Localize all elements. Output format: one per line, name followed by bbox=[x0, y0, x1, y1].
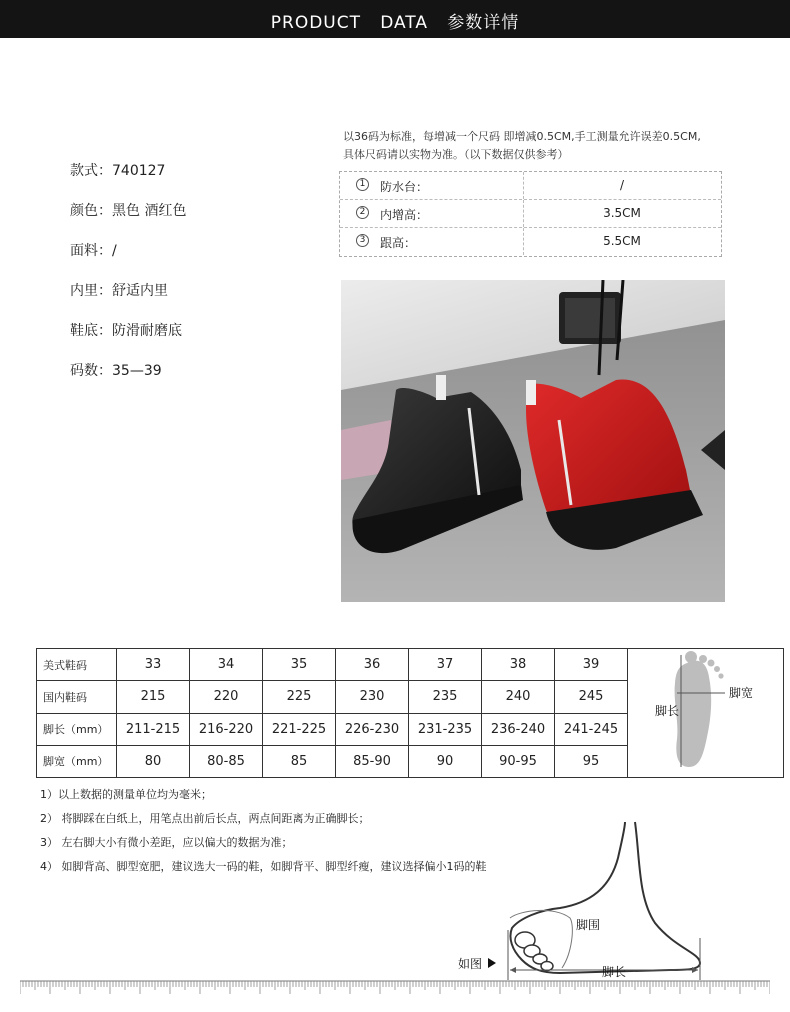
spec-label: 内里： bbox=[70, 283, 112, 299]
spec-material bbox=[70, 240, 186, 280]
foot-measure-diagram bbox=[450, 818, 750, 986]
length-label: 脚长 bbox=[602, 965, 627, 979]
table-cell: 221-225 bbox=[263, 713, 336, 745]
table-cell: 80-85 bbox=[190, 745, 263, 777]
header-title: PRODUCT DATA 参数详情 bbox=[270, 13, 520, 33]
table-cell: 236-240 bbox=[482, 713, 555, 745]
note-line-1: 以36码为标准，每增减一个尺码 即增减0.5CM,手工测量允许误差0.5CM, bbox=[343, 130, 701, 143]
foot-side-icon bbox=[450, 818, 750, 986]
triangle-right-icon bbox=[488, 958, 496, 968]
page-header bbox=[0, 0, 790, 38]
spec-list bbox=[70, 160, 186, 400]
table-cell: 39 bbox=[555, 649, 628, 681]
table-cell: 90 bbox=[409, 745, 482, 777]
spec-lining bbox=[70, 280, 186, 320]
spec-label: 鞋底： bbox=[70, 323, 112, 339]
detail-value: / bbox=[619, 178, 625, 192]
table-cell: 240 bbox=[482, 681, 555, 713]
row-header: 脚宽（mm） bbox=[37, 745, 117, 777]
table-cell: 90-95 bbox=[482, 745, 555, 777]
table-cell: 85 bbox=[263, 745, 336, 777]
spec-sole bbox=[70, 320, 186, 360]
table-cell: 245 bbox=[555, 681, 628, 713]
detail-value: 3.5CM bbox=[603, 206, 641, 220]
detail-row bbox=[340, 172, 721, 200]
table-cell: 85-90 bbox=[336, 745, 409, 777]
size-note bbox=[343, 128, 743, 164]
table-cell: 37 bbox=[409, 649, 482, 681]
table-cell: 34 bbox=[190, 649, 263, 681]
product-photo bbox=[341, 280, 725, 602]
table-cell: 95 bbox=[555, 745, 628, 777]
table-cell: 216-220 bbox=[190, 713, 263, 745]
detail-label: 防水台： bbox=[380, 180, 429, 194]
detail-value: 5.5CM bbox=[603, 234, 641, 248]
spec-label: 款式： bbox=[70, 163, 112, 179]
spec-style bbox=[70, 160, 186, 200]
footprint-cell bbox=[628, 649, 784, 778]
table-cell: 241-245 bbox=[555, 713, 628, 745]
detail-label: 内增高： bbox=[380, 208, 429, 222]
ruler-icon bbox=[20, 980, 770, 996]
table-cell: 215 bbox=[117, 681, 190, 713]
circle-number: 1 bbox=[356, 178, 369, 191]
table-cell: 35 bbox=[263, 649, 336, 681]
row-header: 脚长（mm） bbox=[37, 713, 117, 745]
foot-width-label: 脚宽 bbox=[728, 686, 753, 700]
table-cell: 80 bbox=[117, 745, 190, 777]
foot-length-label: 脚长 bbox=[654, 704, 679, 718]
table-cell: 231-235 bbox=[409, 713, 482, 745]
girth-label: 脚围 bbox=[576, 918, 601, 932]
detail-row bbox=[340, 200, 721, 228]
table-cell: 211-215 bbox=[117, 713, 190, 745]
row-header: 美式鞋码 bbox=[37, 649, 117, 681]
spec-value: 35—39 bbox=[112, 363, 162, 379]
note-item: 1）以上数据的测量单位均为毫米； bbox=[40, 788, 212, 801]
measure-notes bbox=[40, 786, 487, 882]
detail-row bbox=[340, 228, 721, 256]
note-item: 2） 将脚踩在白纸上，用笔点出前后长点，两点间距离为正确脚长； bbox=[40, 812, 370, 825]
table-cell: 226-230 bbox=[336, 713, 409, 745]
size-table bbox=[36, 648, 784, 778]
note-item: 4） 如脚背高、脚型宽肥，建议选大一码的鞋，如脚背平、脚型纤瘦，建议选择偏小1码的鞋 bbox=[40, 860, 487, 873]
table-cell: 36 bbox=[336, 649, 409, 681]
spec-label: 码数： bbox=[70, 363, 112, 379]
detail-label: 跟高： bbox=[380, 236, 417, 250]
table-cell: 33 bbox=[117, 649, 190, 681]
spec-value: 740127 bbox=[112, 163, 166, 179]
spec-label: 面料： bbox=[70, 243, 112, 259]
detail-table bbox=[339, 171, 722, 257]
boots-illustration bbox=[341, 280, 725, 602]
table-cell: 225 bbox=[263, 681, 336, 713]
note-line-2: 具体尺码请以实物为准。（以下数据仅供参考） bbox=[343, 148, 569, 161]
table-cell: 235 bbox=[409, 681, 482, 713]
spec-label: 颜色： bbox=[70, 203, 112, 219]
table-cell: 38 bbox=[482, 649, 555, 681]
ruyu-label: 如图 bbox=[458, 957, 483, 971]
circle-number: 2 bbox=[356, 206, 369, 219]
table-row bbox=[37, 649, 784, 681]
spec-sizes bbox=[70, 360, 186, 400]
spec-value: 黑色 酒红色 bbox=[112, 203, 187, 219]
circle-number: 3 bbox=[356, 234, 369, 247]
row-header: 国内鞋码 bbox=[37, 681, 117, 713]
spec-value: 舒适内里 bbox=[112, 283, 168, 299]
footprint-icon bbox=[629, 649, 783, 773]
table-cell: 230 bbox=[336, 681, 409, 713]
spec-value: / bbox=[112, 243, 117, 259]
note-item: 3） 左右脚大小有微小差距，应以偏大的数据为准； bbox=[40, 836, 293, 849]
spec-value: 防滑耐磨底 bbox=[112, 323, 182, 339]
table-cell: 220 bbox=[190, 681, 263, 713]
spec-color bbox=[70, 200, 186, 240]
